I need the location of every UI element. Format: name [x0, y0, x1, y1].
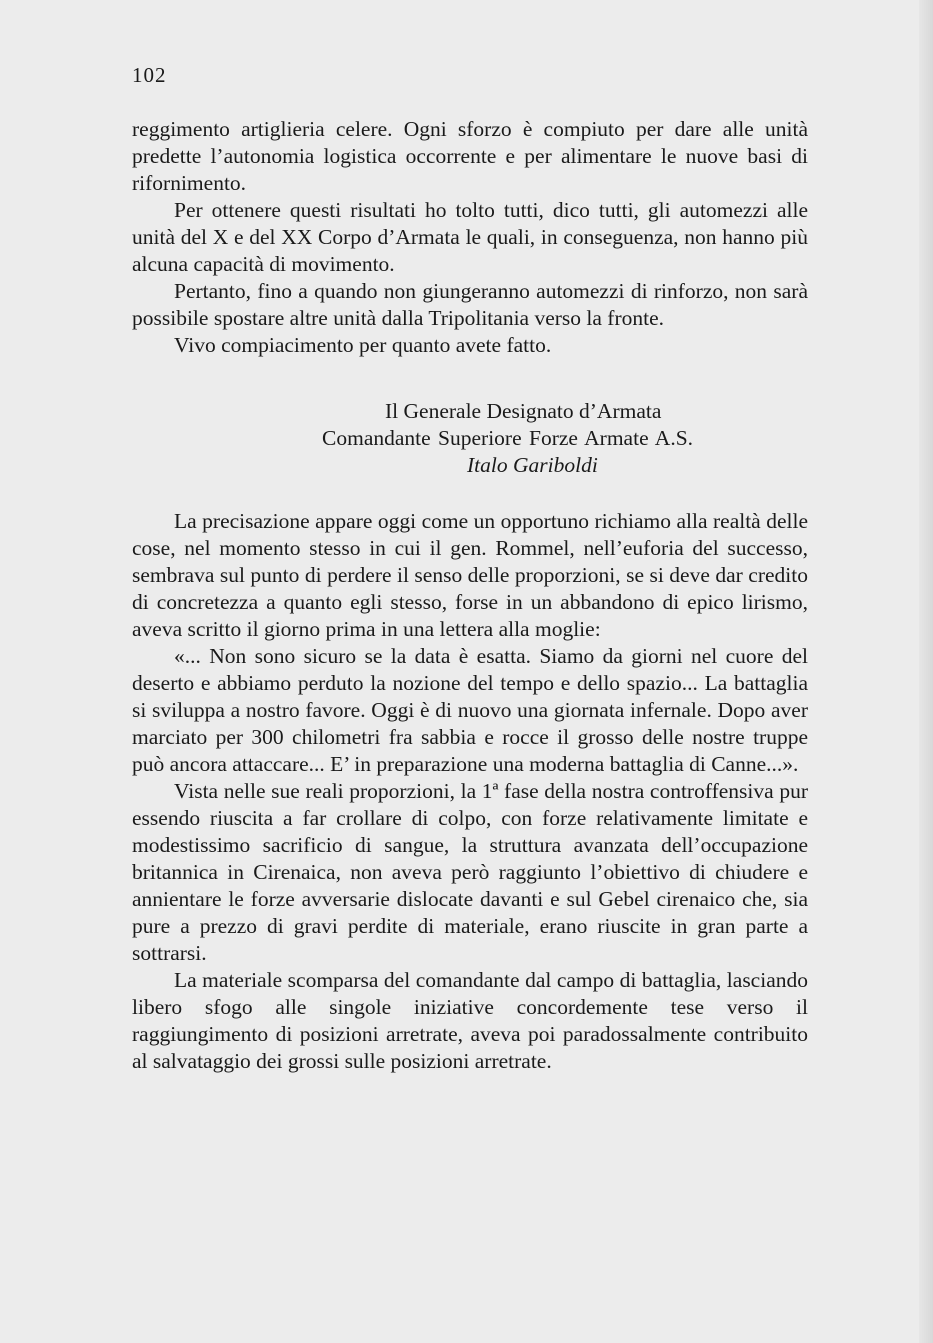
signature-role: Comandante Superiore Forze Armate A.S.: [322, 426, 694, 450]
paragraph: reggimento artiglieria celere. Ogni sforzo è compiuto per dare alle unità predette l’autonomia logistica occorrente e per alimentare le nuove basi di rifornimento.: [132, 117, 808, 195]
page-edge: [919, 0, 933, 1343]
signature-block: [132, 398, 808, 479]
letter-text: [132, 116, 808, 359]
signature-name: Italo Gariboldi: [467, 453, 598, 477]
signature-rank: Il Generale Designato d’Armata: [385, 399, 662, 423]
quote-paragraph: «... Non sono sicuro se la data è esatta. Siamo da giorni nel cuore del deserto e abbiamo perduto la nozione del tempo e dello spazio... La battaglia si sviluppa a nostro favore. Oggi è di nuovo una giornata infernale. Dopo aver marciato per 300 chilometri fra sabbia e rocce il grosso delle nostre truppe può ancora attaccare... E’ in preparazione una moderna battaglia di Canne...».: [132, 644, 808, 776]
paragraph: Vista nelle sue reali proporzioni, la 1ª fase della nostra controffensiva pur essendo riuscita a far crollare di colpo, con forze relativamente limitate e modestissimo sacrificio di sangue, la struttura avanzata dell’occupazione britannica in Cirenaica, non aveva però raggiunto l’obiettivo di chiudere e annientare le forze avversarie dislocate davanti e sul Gebel cirenaico che, sia pure a prezzo di gravi perdite di materiale, erano riuscite in gran parte a sottrarsi.: [132, 779, 808, 965]
paragraph: Vivo compiacimento per quanto avete fatto.: [174, 333, 552, 357]
paragraph: La precisazione appare oggi come un opportuno richiamo alla realtà delle cose, nel momento stesso in cui il gen. Rommel, nell’euforia del successo, sembrava sul punto di perdere il senso delle proporzioni, se si deve dar credito di concretezza a quanto egli stesso, forse in un abbandono di epico lirismo, aveva scritto il giorno prima in una lettera alla moglie:: [132, 509, 808, 641]
body-text: [132, 508, 808, 1075]
paragraph: Per ottenere questi risultati ho tolto tutti, dico tutti, gli automezzi alle unità del X e del XX Corpo d’Armata le quali, in conseguenza, non hanno più alcuna capacità di movimento.: [132, 198, 808, 276]
page-number: 102: [132, 63, 167, 87]
paragraph: Pertanto, fino a quando non giungeranno automezzi di rinforzo, non sarà possibile spostare altre unità dalla Tripolitania verso la fronte.: [132, 279, 808, 330]
paragraph: La materiale scomparsa del comandante dal campo di battaglia, lasciando libero sfogo alle singole iniziative concordemente tese verso il raggiungimento di posizioni arretrate, aveva poi paradossalmente contribuito al salvataggio dei grossi sulle posizioni arretrate.: [132, 968, 808, 1073]
